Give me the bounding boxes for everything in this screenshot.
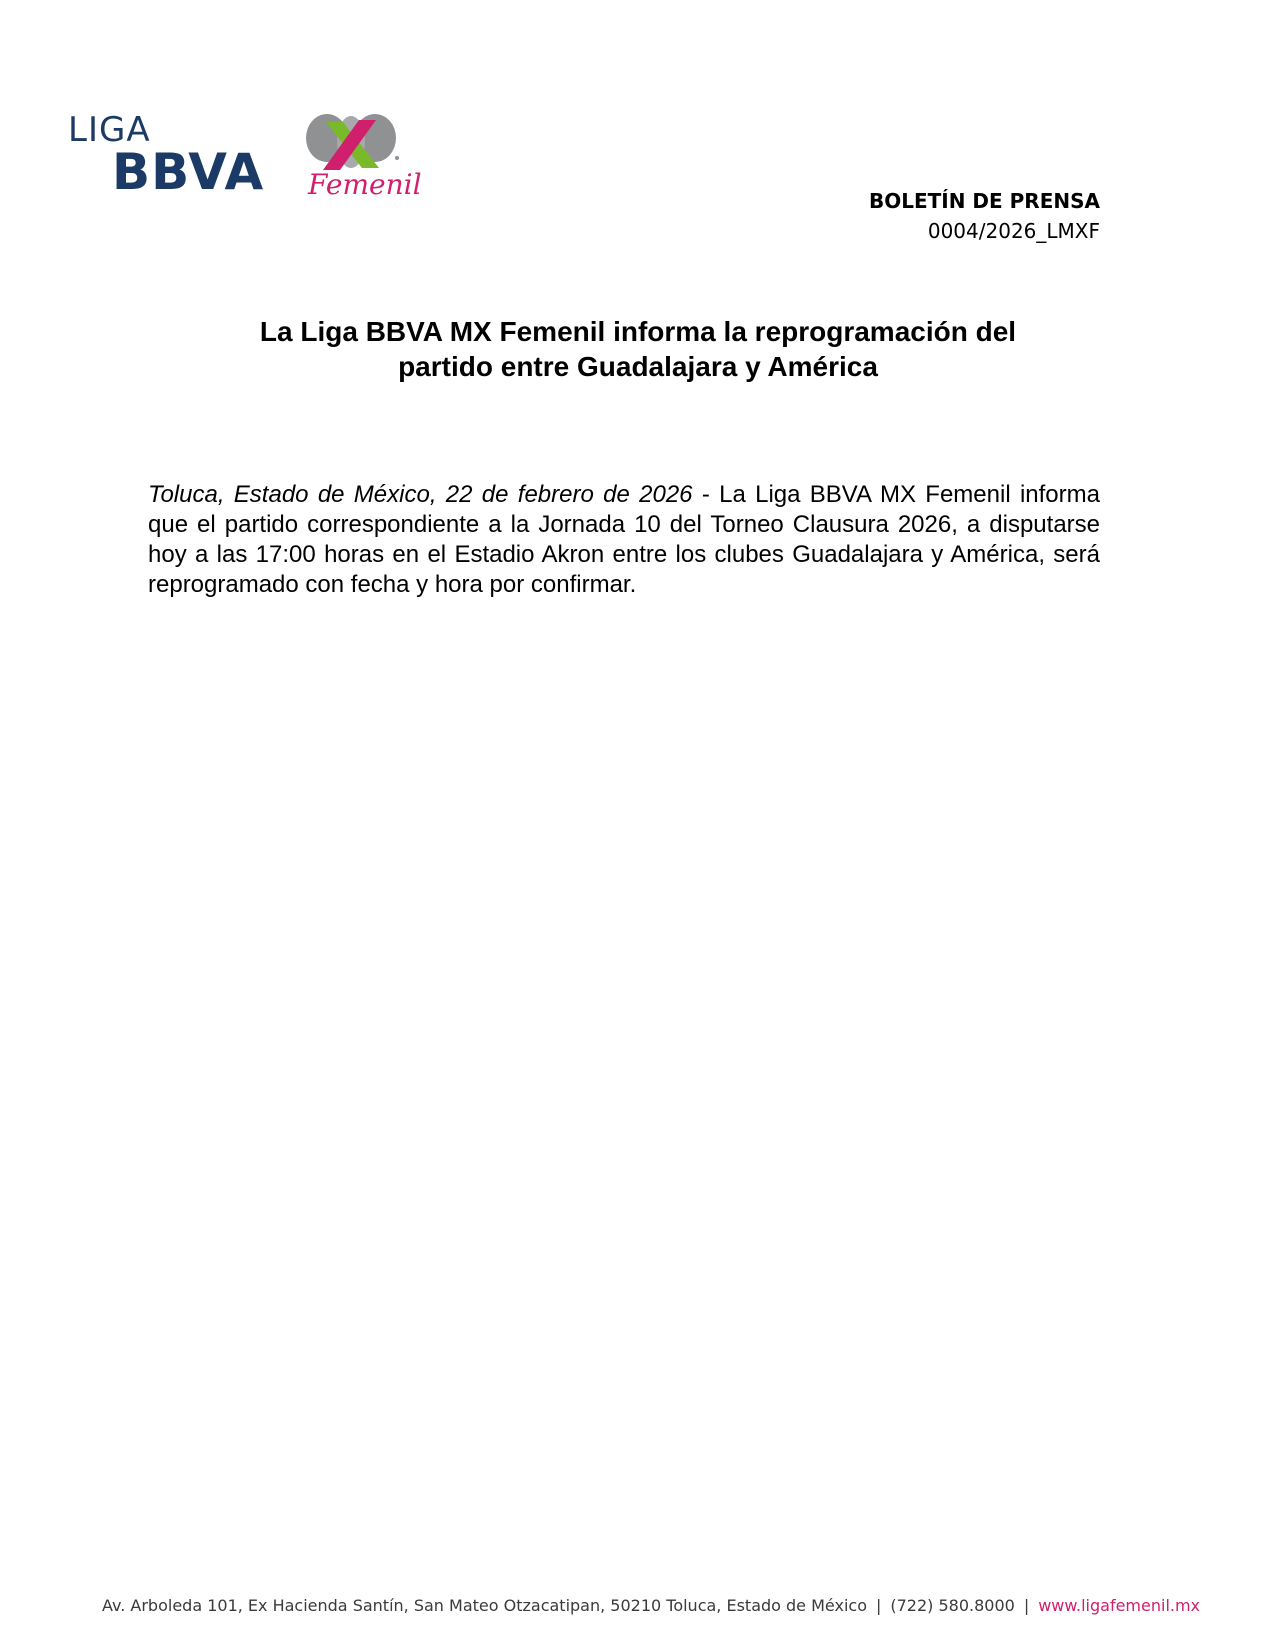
body-text: La Liga BBVA MX Femenil informa que el partido correspondiente a la Jornada 10 del Torneo Clausura 2026, a disputarse hoy a las 17:00 horas en el Estadio Akron entre los clubes Guadalajara y América, será reprogramado con fecha y hora por confirmar. [148,481,1100,598]
footer [102,1596,1201,1616]
dateline-separator: - [692,481,720,508]
headline-line-2: partido entre Guadalajara y América [398,351,878,382]
body-paragraph [148,480,1100,600]
dateline: Toluca, Estado de México, 22 de febrero de 2026 [148,481,693,508]
footer-separator: | [875,1596,882,1615]
logo-femenil-text: Femenil [308,168,422,201]
league-logo [68,110,422,212]
logo-liga-text: LIGA [68,110,151,150]
press-bulletin-label [869,186,1100,246]
footer-address: Av. Arboleda 101, Ex Hacienda Santín, San Mateo Otzacatipan, 50210 Toluca, Estado de México [102,1596,867,1615]
bulletin-title: BOLETÍN DE PRENSA [868,189,1100,213]
headline-line-1: La Liga BBVA MX Femenil informa la reprogramación del [259,316,1017,347]
footer-website-link[interactable]: www.ligafemenil.mx [1038,1596,1201,1615]
logo-bbva-text: BBVA [112,143,265,201]
footer-separator: | [1023,1596,1030,1615]
bulletin-number: 0004/2026_LMXF [927,219,1100,243]
footer-phone: (722) 580.8000 [890,1596,1015,1615]
headline [148,314,1128,384]
